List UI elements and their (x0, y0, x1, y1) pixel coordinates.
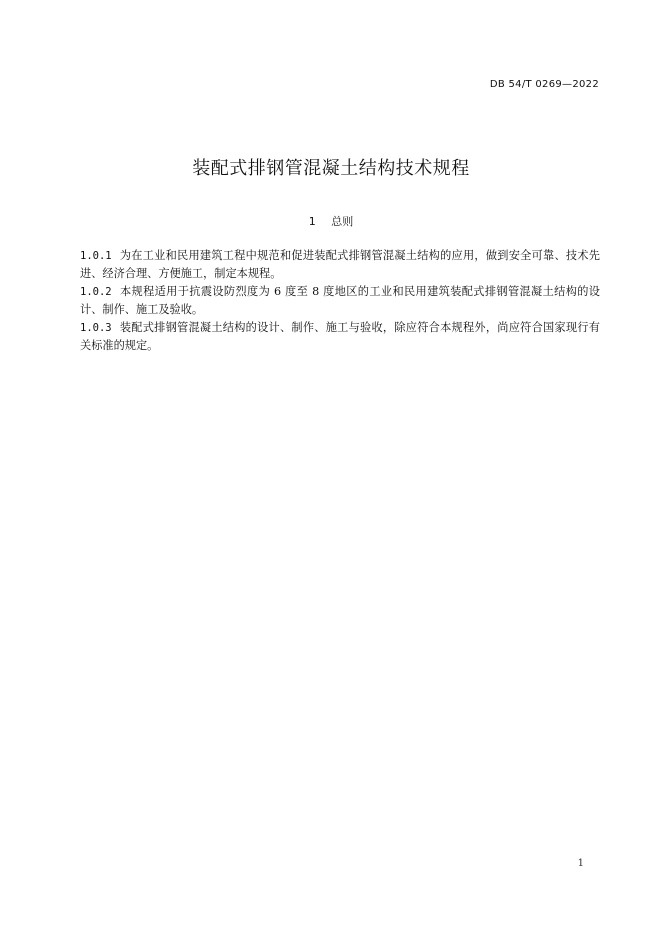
clause-number: 1.0.1 (80, 250, 112, 262)
clause-text: 本规程适用于抗震设防烈度为 6 度至 8 度地区的工业和民用建筑装配式排钢管混凝土结构的设计、制作、施工及验收。 (80, 285, 600, 316)
clause-1-0-1 (80, 247, 600, 283)
clause-number: 1.0.2 (80, 286, 112, 298)
section-title: 总则 (331, 215, 354, 228)
standard-code: DB 54/T 0269—2022 (489, 79, 599, 90)
clause-list (80, 247, 600, 355)
page-number: 1 (577, 858, 584, 869)
clause-1-0-3 (80, 319, 600, 355)
clause-1-0-2 (80, 283, 600, 319)
section-heading (0, 213, 662, 229)
clause-number: 1.0.3 (80, 322, 112, 334)
section-number: 1 (308, 215, 316, 228)
clause-text: 装配式排钢管混凝土结构的设计、制作、施工与验收，除应符合本规程外，尚应符合国家现行有关标准的规定。 (80, 321, 600, 352)
clause-text: 为在工业和民用建筑工程中规范和促进装配式排钢管混凝土结构的应用，做到安全可靠、技术先进、经济合理、方便施工，制定本规程。 (80, 249, 600, 280)
document-title: 装配式排钢管混凝土结构技术规程 (192, 158, 470, 179)
